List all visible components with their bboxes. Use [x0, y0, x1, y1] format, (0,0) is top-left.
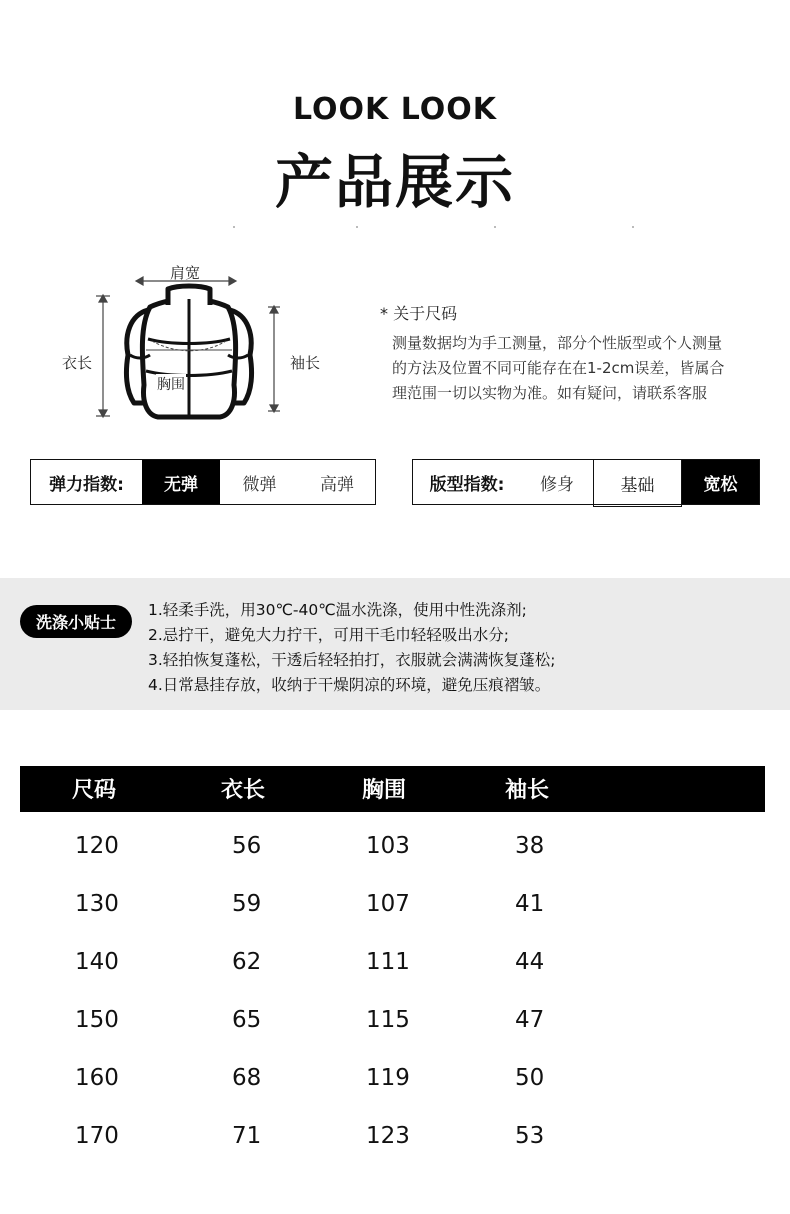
cell-chest: 119 — [366, 1065, 410, 1091]
elasticity-option-high: 高弹 — [320, 474, 354, 495]
jacket-diagram — [80, 255, 350, 425]
care-tips-list — [148, 598, 556, 698]
cell-sleeve: 53 — [515, 1123, 545, 1149]
cell-size: 150 — [75, 1007, 119, 1033]
size-note-body — [392, 331, 762, 406]
divider-dot — [494, 226, 496, 228]
cell-chest: 103 — [366, 833, 410, 859]
cell-size: 170 — [75, 1123, 119, 1149]
cell-sleeve: 50 — [515, 1065, 545, 1091]
cell-sleeve: 44 — [515, 949, 545, 975]
fit-option-loose: 宽松 — [682, 460, 759, 504]
chest-label: 胸围 — [156, 374, 186, 394]
cell-sleeve: 38 — [515, 833, 545, 859]
cell-size: 140 — [75, 949, 119, 975]
divider-dot — [356, 226, 358, 228]
divider-dot — [632, 226, 634, 228]
elasticity-option-slight: 微弹 — [242, 474, 277, 495]
elasticity-label: 弹力指数: — [49, 474, 124, 495]
care-tip: 3.轻拍恢复蓬松，干透后轻轻拍打，衣服就会满满恢复蓬松; — [148, 651, 556, 669]
size-note-title: * 关于尺码 — [380, 304, 458, 323]
column-header-chest: 胸围 — [362, 778, 407, 803]
elasticity-index — [30, 459, 376, 505]
cell-length: 62 — [232, 949, 262, 975]
cell-length: 59 — [232, 891, 262, 917]
page-title: 产品展示 — [274, 148, 515, 216]
shoulder-width-label: 肩宽 — [170, 264, 201, 282]
cell-chest: 123 — [366, 1123, 410, 1149]
divider-dot — [233, 226, 235, 228]
brand-name: LOOK LOOK — [292, 92, 498, 127]
cell-chest: 111 — [366, 949, 410, 975]
column-header-size: 尺码 — [72, 778, 117, 803]
fit-option-slim: 修身 — [540, 474, 574, 495]
size-note-line: 测量数据均为手工测量，部分个性版型或个人测量 — [392, 334, 723, 352]
elasticity-option-none: 无弹 — [142, 460, 220, 504]
fit-label: 版型指数: — [429, 474, 505, 495]
column-header-sleeve: 袖长 — [505, 778, 550, 803]
cell-chest: 115 — [366, 1007, 410, 1033]
cell-length: 65 — [232, 1007, 262, 1033]
cell-chest: 107 — [366, 891, 410, 917]
cell-size: 160 — [75, 1065, 119, 1091]
fit-option-regular: 基础 — [593, 459, 682, 507]
column-header-length: 衣长 — [221, 778, 266, 803]
cell-length: 68 — [232, 1065, 262, 1091]
size-note-line: 理范围一切以实物为准。如有疑问，请联系客服 — [392, 384, 708, 402]
cell-size: 120 — [75, 833, 119, 859]
care-tip: 1.轻柔手洗，用30℃-40℃温水洗涤，使用中性洗涤剂; — [148, 601, 527, 619]
cell-size: 130 — [75, 891, 119, 917]
size-note-line: 的方法及位置不同可能存在在1-2cm误差，皆属合 — [392, 359, 725, 377]
length-label: 衣长 — [62, 354, 93, 372]
care-tips-badge: 洗涤小贴士 — [20, 605, 132, 638]
cell-length: 71 — [232, 1123, 262, 1149]
fit-index — [412, 459, 760, 505]
care-tip: 2.忌拧干，避免大力拧干，可用干毛巾轻轻吸出水分; — [148, 626, 510, 644]
cell-sleeve: 41 — [515, 891, 545, 917]
sleeve-length-label: 袖长 — [290, 354, 321, 372]
care-tip: 4.日常悬挂存放，收纳于干燥阴凉的环境，避免压痕褶皱。 — [148, 676, 551, 694]
cell-sleeve: 47 — [515, 1007, 545, 1033]
cell-length: 56 — [232, 833, 262, 859]
